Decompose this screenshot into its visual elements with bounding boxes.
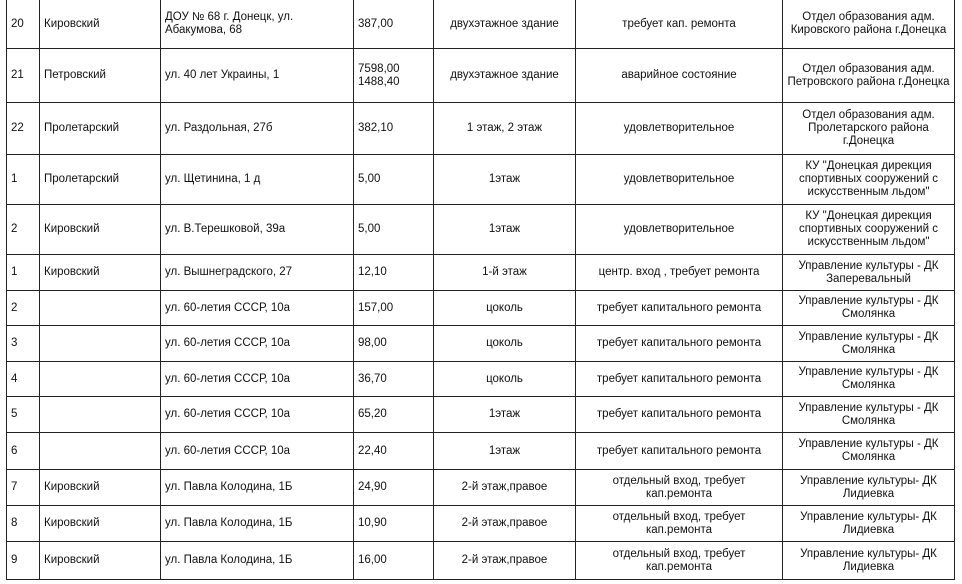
condition-cell: отдельный вход, требует кап.ремонта bbox=[576, 506, 783, 542]
table-row bbox=[7, 291, 955, 326]
area-cell bbox=[354, 49, 434, 103]
address-cell: ул. Вышнеградского, 27 bbox=[161, 255, 354, 291]
area-value: 36,70 bbox=[358, 372, 387, 385]
district-cell bbox=[40, 433, 161, 470]
row-number: 22 bbox=[7, 103, 40, 155]
area-value: 24,90 bbox=[358, 481, 387, 493]
table-row bbox=[7, 506, 955, 542]
row-number: 1 bbox=[7, 255, 40, 291]
organization-cell: Управление культуры - ДК Смолянка bbox=[783, 326, 955, 362]
district-cell: Кировский bbox=[40, 0, 161, 49]
address-cell: ул. 40 лет Украины, 1 bbox=[161, 49, 354, 103]
area-cell bbox=[354, 0, 434, 49]
district-cell: Петровский bbox=[40, 49, 161, 103]
area-cell bbox=[354, 291, 434, 326]
address-cell: ул. 60-летия СССР, 10а bbox=[161, 326, 354, 362]
organization-cell: Управление культуры - ДК Смолянка bbox=[783, 433, 955, 470]
area-value: 7598,00 bbox=[358, 62, 400, 75]
area-cell bbox=[354, 397, 434, 433]
district-cell bbox=[40, 326, 161, 362]
floor-cell: двухэтажное здание bbox=[434, 0, 576, 49]
floor-cell: 1этаж bbox=[434, 205, 576, 255]
area-cell bbox=[354, 155, 434, 205]
row-number: 9 bbox=[7, 542, 40, 580]
organization-cell: Управление культуры - ДК Смолянка bbox=[783, 397, 955, 433]
table-row bbox=[7, 255, 955, 291]
row-number: 8 bbox=[7, 506, 40, 542]
condition-cell: требует капитального ремонта bbox=[576, 433, 783, 470]
floor-cell: двухэтажное здание bbox=[434, 49, 576, 103]
area-value: 10,90 bbox=[358, 517, 387, 529]
area-cell bbox=[354, 326, 434, 362]
row-number: 4 bbox=[7, 362, 40, 397]
address-cell: ул. 60-летия СССР, 10а bbox=[161, 433, 354, 470]
area-cell bbox=[354, 470, 434, 506]
address-cell: ул. Раздольная, 27б bbox=[161, 103, 354, 155]
table-row bbox=[7, 542, 955, 580]
district-cell: Кировский bbox=[40, 255, 161, 291]
organization-cell: Отдел образования адм. Кировского района г.Донецка bbox=[783, 0, 955, 49]
organization-cell: Управление культуры- ДК Лидиевка bbox=[783, 470, 955, 506]
floor-cell: цоколь bbox=[434, 362, 576, 397]
condition-cell: требует капитального ремонта bbox=[576, 397, 783, 433]
table-row bbox=[7, 205, 955, 255]
floor-cell: 2-й этаж,правое bbox=[434, 542, 576, 580]
organization-cell: Управление культуры - ДК Смолянка bbox=[783, 291, 955, 326]
table-row bbox=[7, 103, 955, 155]
address-cell: ул. 60-летия СССР, 10а bbox=[161, 397, 354, 433]
organization-cell: Управление культуры - ДК Заперевальный bbox=[783, 255, 955, 291]
row-number: 2 bbox=[7, 205, 40, 255]
row-number: 7 bbox=[7, 470, 40, 506]
area-value: 5,00 bbox=[358, 173, 381, 185]
row-number: 20 bbox=[7, 0, 40, 49]
organization-cell: Управление культуры- ДК Лидиевка bbox=[783, 542, 955, 580]
area-cell bbox=[354, 255, 434, 291]
table-row bbox=[7, 326, 955, 362]
table-body bbox=[7, 0, 955, 580]
condition-cell: требует капитального ремонта bbox=[576, 326, 783, 362]
district-cell: Пролетарский bbox=[40, 155, 161, 205]
floor-cell: 1этаж bbox=[434, 155, 576, 205]
table-row bbox=[7, 0, 955, 49]
organization-cell: Отдел образования адм. Петровского района г.Донецка bbox=[783, 49, 955, 103]
district-cell: Кировский bbox=[40, 542, 161, 580]
area-value: 12,10 bbox=[358, 266, 387, 278]
table-row bbox=[7, 155, 955, 205]
row-number: 21 bbox=[7, 49, 40, 103]
area-cell bbox=[354, 362, 434, 397]
floor-cell: 2-й этаж,правое bbox=[434, 506, 576, 542]
area-cell bbox=[354, 506, 434, 542]
district-cell: Кировский bbox=[40, 470, 161, 506]
district-cell: Кировский bbox=[40, 205, 161, 255]
condition-cell: требует капитального ремонта bbox=[576, 362, 783, 397]
area-value: 65,20 bbox=[358, 408, 387, 420]
row-number: 3 bbox=[7, 326, 40, 362]
floor-cell: 2-й этаж,правое bbox=[434, 470, 576, 506]
address-cell: ДОУ № 68 г. Донецк, ул. Абакумова, 68 bbox=[161, 0, 354, 49]
area-cell bbox=[354, 433, 434, 470]
area-cell bbox=[354, 205, 434, 255]
row-number: 5 bbox=[7, 397, 40, 433]
table-row bbox=[7, 362, 955, 397]
district-cell bbox=[40, 291, 161, 326]
area-value: 382,10 bbox=[358, 122, 394, 134]
condition-cell: удовлетворительное bbox=[576, 103, 783, 155]
condition-cell: центр. вход , требует ремонта bbox=[576, 255, 783, 291]
organization-cell: Управление культуры - ДК Смолянка bbox=[783, 362, 955, 397]
floor-cell: 1-й этаж bbox=[434, 255, 576, 291]
condition-cell: удовлетворительное bbox=[576, 155, 783, 205]
condition-cell: требует кап. ремонта bbox=[576, 0, 783, 49]
area-value: 157,00 bbox=[358, 301, 394, 314]
area-value: 387,00 bbox=[358, 17, 394, 30]
property-table bbox=[6, 0, 955, 580]
district-cell bbox=[40, 362, 161, 397]
row-number: 6 bbox=[7, 433, 40, 470]
area-value: 16,00 bbox=[358, 554, 387, 566]
area-value: 22,40 bbox=[358, 444, 387, 457]
address-cell: ул. Павла Колодина, 1Б bbox=[161, 506, 354, 542]
area-value: 98,00 bbox=[358, 337, 387, 349]
address-cell: ул. Павла Колодина, 1Б bbox=[161, 542, 354, 580]
district-cell: Кировский bbox=[40, 506, 161, 542]
organization-cell: Управление культуры- ДК Лидиевка bbox=[783, 506, 955, 542]
condition-cell: аварийное состояние bbox=[576, 49, 783, 103]
address-cell: ул. Щетинина, 1 д bbox=[161, 155, 354, 205]
address-cell: ул. В.Терешковой, 39а bbox=[161, 205, 354, 255]
condition-cell: отдельный вход, требует кап.ремонта bbox=[576, 542, 783, 580]
floor-cell: 1 этаж, 2 этаж bbox=[434, 103, 576, 155]
area-value: 5,00 bbox=[358, 223, 381, 235]
organization-cell: КУ "Донецкая дирекция спортивных сооружений с искусственным льдом" bbox=[783, 205, 955, 255]
row-number: 1 bbox=[7, 155, 40, 205]
condition-cell: удовлетворительное bbox=[576, 205, 783, 255]
table-row bbox=[7, 470, 955, 506]
area-value: 1488,40 bbox=[358, 75, 400, 88]
floor-cell: цоколь bbox=[434, 291, 576, 326]
condition-cell: требует капитального ремонта bbox=[576, 291, 783, 326]
area-cell bbox=[354, 542, 434, 580]
district-cell: Пролетарский bbox=[40, 103, 161, 155]
floor-cell: 1этаж bbox=[434, 397, 576, 433]
address-cell: ул. 60-летия СССР, 10а bbox=[161, 291, 354, 326]
row-number: 2 bbox=[7, 291, 40, 326]
floor-cell: цоколь bbox=[434, 326, 576, 362]
floor-cell: 1этаж bbox=[434, 433, 576, 470]
condition-cell: отдельный вход, требует кап.ремонта bbox=[576, 470, 783, 506]
address-cell: ул. 60-летия СССР, 10а bbox=[161, 362, 354, 397]
table-row bbox=[7, 397, 955, 433]
table-row bbox=[7, 49, 955, 103]
area-cell bbox=[354, 103, 434, 155]
organization-cell: Отдел образования адм. Пролетарского района г.Донецка bbox=[783, 103, 955, 155]
organization-cell: КУ "Донецкая дирекция спортивных сооружений с искусственным льдом" bbox=[783, 155, 955, 205]
district-cell bbox=[40, 397, 161, 433]
table-row bbox=[7, 433, 955, 470]
address-cell: ул. Павла Колодина, 1Б bbox=[161, 470, 354, 506]
